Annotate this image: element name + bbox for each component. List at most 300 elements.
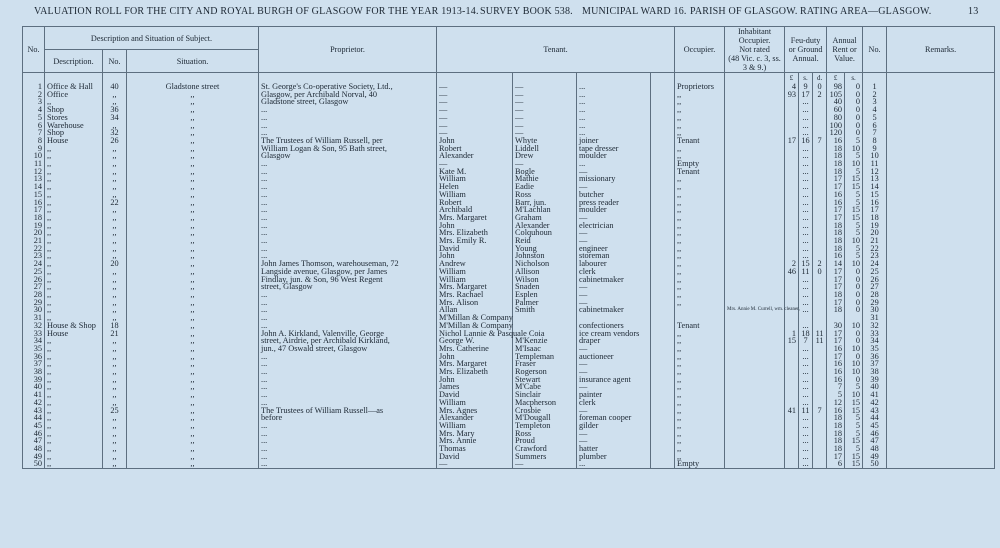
row-number-right: 36 xyxy=(863,353,887,361)
occupier-cell: Tenant xyxy=(675,137,725,145)
tenant-leader xyxy=(651,460,675,468)
situation-cell: ,, xyxy=(127,383,259,391)
tenant-first-name: Nichol Lannie & Pasquale Coia xyxy=(437,330,513,338)
occupier-cell: ,, xyxy=(675,445,725,453)
table-row xyxy=(23,191,995,199)
description-cell: ,, xyxy=(45,345,103,353)
tenant-occupation: cabinetmaker xyxy=(577,276,651,284)
table-row xyxy=(23,199,995,207)
tenant-surname: Palmer xyxy=(513,299,577,307)
tenant-surname: Whyte xyxy=(513,137,577,145)
house-number-cell: ,, xyxy=(103,145,127,153)
tenant-first-name: William xyxy=(437,399,513,407)
tenant-first-name: Mrs. Mary xyxy=(437,430,513,438)
tenant-occupation: — xyxy=(577,299,651,307)
row-number: 22 xyxy=(23,245,45,253)
tenant-first-name: John xyxy=(437,376,513,384)
tenant-first-name: David xyxy=(437,453,513,461)
feu-pounds xyxy=(785,383,799,391)
tenant-leader xyxy=(651,399,675,407)
remarks-cell xyxy=(887,152,995,160)
situation-cell: ,, xyxy=(127,276,259,284)
occupier-cell: ,, xyxy=(675,391,725,399)
occupier-cell: ,, xyxy=(675,276,725,284)
tenant-occupation: — xyxy=(577,229,651,237)
tenant-surname: M'Kenzie xyxy=(513,337,577,345)
situation-cell: ,, xyxy=(127,199,259,207)
description-cell: ,, xyxy=(45,391,103,399)
feu-shillings: ... xyxy=(799,199,813,207)
rent-pounds: 40 xyxy=(827,98,845,106)
tenant-first-name: John xyxy=(437,222,513,230)
tenant-occupation: ... xyxy=(577,91,651,99)
feu-pounds xyxy=(785,191,799,199)
rent-shillings: 10 xyxy=(845,160,863,168)
feu-pence xyxy=(813,445,827,453)
tenant-first-name: — xyxy=(437,129,513,137)
rent-pounds: 18 xyxy=(827,245,845,253)
tenant-leader xyxy=(651,437,675,445)
row-number-right: 18 xyxy=(863,214,887,222)
proprietor-cell: Findlay, jun. & Son, 96 West Regent xyxy=(259,276,437,284)
house-number-cell: ,, xyxy=(103,353,127,361)
proprietor-cell: street, Airdrie, per Archibald Kirkland, xyxy=(259,337,437,345)
rent-pounds: 18 xyxy=(827,145,845,153)
proprietor-cell: ... xyxy=(259,237,437,245)
row-number: 48 xyxy=(23,445,45,453)
tenant-occupation: — xyxy=(577,291,651,299)
description-cell: ,, xyxy=(45,460,103,468)
table-row xyxy=(23,453,995,461)
feu-pounds: 46 xyxy=(785,268,799,276)
description-cell: Office & Hall xyxy=(45,83,103,91)
rent-shillings: 10 xyxy=(845,260,863,268)
row-number-right: 25 xyxy=(863,268,887,276)
rent-shillings: 10 xyxy=(845,391,863,399)
row-number: 25 xyxy=(23,268,45,276)
rent-pounds: 17 xyxy=(827,183,845,191)
rent-shillings: 0 xyxy=(845,268,863,276)
tenant-occupation: ... xyxy=(577,106,651,114)
occupier-cell: ,, xyxy=(675,353,725,361)
situation-cell: ,, xyxy=(127,152,259,160)
feu-pounds xyxy=(785,345,799,353)
row-number-right: 1 xyxy=(863,83,887,91)
row-number-right: 3 xyxy=(863,98,887,106)
tenant-leader xyxy=(651,445,675,453)
rent-shillings: 0 xyxy=(845,376,863,384)
tenant-leader xyxy=(651,283,675,291)
proprietor-cell: ... xyxy=(259,245,437,253)
table-row xyxy=(23,152,995,160)
feu-shillings: ... xyxy=(799,345,813,353)
feu-pence: 2 xyxy=(813,91,827,99)
situation-cell: ,, xyxy=(127,291,259,299)
tenant-first-name: — xyxy=(437,160,513,168)
tenant-leader xyxy=(651,383,675,391)
tenant-first-name: James xyxy=(437,383,513,391)
row-number: 42 xyxy=(23,399,45,407)
proprietor-cell: ... xyxy=(259,376,437,384)
inhabitant-occupier-cell xyxy=(725,91,785,99)
proprietor-cell: Glasgow xyxy=(259,152,437,160)
row-number: 8 xyxy=(23,137,45,145)
feu-shillings: ... xyxy=(799,122,813,130)
row-number: 43 xyxy=(23,407,45,415)
rent-shillings: 5 xyxy=(845,229,863,237)
description-cell: ,, xyxy=(45,306,103,314)
rent-shillings: 0 xyxy=(845,129,863,137)
house-number-cell: ,, xyxy=(103,283,127,291)
tenant-leader xyxy=(651,145,675,153)
remarks-cell xyxy=(887,353,995,361)
tenant-first-name: Mrs. Agnes xyxy=(437,407,513,415)
col-no-right: No. xyxy=(863,27,887,73)
description-cell: ,, xyxy=(45,445,103,453)
remarks-cell xyxy=(887,98,995,106)
rent-pounds: 18 xyxy=(827,422,845,430)
unit-rent-pounds: £ xyxy=(827,73,845,84)
tenant-surname: Eadie xyxy=(513,183,577,191)
house-number-cell: 20 xyxy=(103,260,127,268)
feu-pence xyxy=(813,422,827,430)
situation-cell: ,, xyxy=(127,137,259,145)
feu-shillings: ... xyxy=(799,229,813,237)
table-row xyxy=(23,399,995,407)
rent-shillings: 15 xyxy=(845,183,863,191)
feu-pence xyxy=(813,122,827,130)
feu-shillings: 17 xyxy=(799,91,813,99)
feu-pounds xyxy=(785,353,799,361)
rent-pounds: 16 xyxy=(827,191,845,199)
table-row xyxy=(23,260,995,268)
inhabitant-occupier-cell xyxy=(725,214,785,222)
tenant-surname: Templeton xyxy=(513,422,577,430)
tenant-occupation: — xyxy=(577,368,651,376)
rent-shillings: 5 xyxy=(845,430,863,438)
tenant-surname: Alexander xyxy=(513,222,577,230)
remarks-cell xyxy=(887,137,995,145)
inhabitant-occupier-cell xyxy=(725,283,785,291)
feu-pounds xyxy=(785,445,799,453)
row-number: 26 xyxy=(23,276,45,284)
house-number-cell: ,, xyxy=(103,337,127,345)
description-cell: ,, xyxy=(45,175,103,183)
tenant-occupation: — xyxy=(577,345,651,353)
house-number-cell: 40 xyxy=(103,83,127,91)
inhabitant-occupier-cell xyxy=(725,337,785,345)
rent-shillings: 0 xyxy=(845,83,863,91)
rent-pounds: 17 xyxy=(827,330,845,338)
house-number-cell: ,, xyxy=(103,237,127,245)
feu-pounds: 17 xyxy=(785,137,799,145)
remarks-cell xyxy=(887,437,995,445)
situation-cell: ,, xyxy=(127,175,259,183)
rent-pounds: 17 xyxy=(827,214,845,222)
proprietor-cell: John A. Kirkland, Valenville, George xyxy=(259,330,437,338)
tenant-leader xyxy=(651,168,675,176)
occupier-cell: ,, xyxy=(675,129,725,137)
feu-shillings: ... xyxy=(799,368,813,376)
rent-shillings: 5 xyxy=(845,191,863,199)
inhabitant-occupier-cell xyxy=(725,160,785,168)
proprietor-cell: ... xyxy=(259,399,437,407)
feu-pence xyxy=(813,222,827,230)
feu-pence xyxy=(813,106,827,114)
inhabitant-occupier-cell xyxy=(725,98,785,106)
rent-shillings: 15 xyxy=(845,175,863,183)
feu-pence xyxy=(813,306,827,314)
row-number-right: 30 xyxy=(863,306,887,314)
feu-shillings: ... xyxy=(799,322,813,330)
description-cell: ,, xyxy=(45,168,103,176)
proprietor-cell: ... xyxy=(259,291,437,299)
rent-pounds: 17 xyxy=(827,276,845,284)
house-number-cell: ,, xyxy=(103,345,127,353)
tenant-first-name: Mrs. Emily R. xyxy=(437,237,513,245)
rent-shillings: 5 xyxy=(845,245,863,253)
feu-pounds xyxy=(785,145,799,153)
proprietor-cell: ... xyxy=(259,191,437,199)
tenant-first-name: John xyxy=(437,137,513,145)
row-number-right: 8 xyxy=(863,137,887,145)
house-number-cell: 32 xyxy=(103,129,127,137)
proprietor-cell: Gladstone street, Glasgow xyxy=(259,98,437,106)
row-number: 4 xyxy=(23,106,45,114)
proprietor-cell: ... xyxy=(259,160,437,168)
tenant-occupation: — xyxy=(577,168,651,176)
situation-cell: ,, xyxy=(127,330,259,338)
description-cell: ,, xyxy=(45,453,103,461)
rent-pounds: 18 xyxy=(827,160,845,168)
feu-pounds: 41 xyxy=(785,407,799,415)
tenant-leader xyxy=(651,106,675,114)
unit-pence: d. xyxy=(813,73,827,84)
table-row xyxy=(23,445,995,453)
situation-cell: ,, xyxy=(127,114,259,122)
remarks-cell xyxy=(887,407,995,415)
feu-pounds xyxy=(785,368,799,376)
row-number-right: 5 xyxy=(863,114,887,122)
description-cell: Shop xyxy=(45,106,103,114)
feu-pounds xyxy=(785,276,799,284)
rent-pounds: 18 xyxy=(827,291,845,299)
feu-pounds xyxy=(785,114,799,122)
row-number-right: 33 xyxy=(863,330,887,338)
proprietor-cell: ... xyxy=(259,322,437,330)
feu-shillings: ... xyxy=(799,191,813,199)
tenant-surname: Esplen xyxy=(513,291,577,299)
rent-pounds: 17 xyxy=(827,353,845,361)
house-number-cell: ,, xyxy=(103,422,127,430)
tenant-leader xyxy=(651,83,675,91)
remarks-cell xyxy=(887,299,995,307)
table-row xyxy=(23,160,995,168)
inhabitant-occupier-cell xyxy=(725,299,785,307)
row-number: 49 xyxy=(23,453,45,461)
rent-pounds: 12 xyxy=(827,399,845,407)
tenant-surname: Templeman xyxy=(513,353,577,361)
row-number: 20 xyxy=(23,229,45,237)
situation-cell: ,, xyxy=(127,222,259,230)
rent-shillings: 0 xyxy=(845,337,863,345)
tenant-surname: Fraser xyxy=(513,360,577,368)
table-row xyxy=(23,268,995,276)
rent-shillings: 5 xyxy=(845,422,863,430)
row-number-right: 35 xyxy=(863,345,887,353)
feu-pence: 7 xyxy=(813,137,827,145)
tenant-occupation: — xyxy=(577,283,651,291)
description-cell: ,, xyxy=(45,145,103,153)
description-cell: ,, xyxy=(45,314,103,322)
tenant-first-name: Mrs. Rachael xyxy=(437,291,513,299)
tenant-first-name: — xyxy=(437,83,513,91)
occupier-cell: ,, xyxy=(675,430,725,438)
tenant-leader xyxy=(651,245,675,253)
col-no: No. xyxy=(23,27,45,73)
feu-pounds xyxy=(785,460,799,468)
tenant-leader xyxy=(651,98,675,106)
feu-pence xyxy=(813,199,827,207)
situation-cell: ,, xyxy=(127,437,259,445)
row-number: 9 xyxy=(23,145,45,153)
situation-cell: ,, xyxy=(127,129,259,137)
tenant-surname: Wilson xyxy=(513,276,577,284)
tenant-first-name: Helen xyxy=(437,183,513,191)
row-number: 21 xyxy=(23,237,45,245)
occupier-cell: ,, xyxy=(675,191,725,199)
tenant-surname: Colquhoun xyxy=(513,229,577,237)
remarks-cell xyxy=(887,160,995,168)
tenant-surname: — xyxy=(513,98,577,106)
situation-cell: ,, xyxy=(127,414,259,422)
row-number: 15 xyxy=(23,191,45,199)
proprietor-cell: ... xyxy=(259,391,437,399)
proprietor-cell: St. George's Co-operative Society, Ltd., xyxy=(259,83,437,91)
house-number-cell: ,, xyxy=(103,453,127,461)
row-number-right: 7 xyxy=(863,129,887,137)
table-row xyxy=(23,337,995,345)
rent-shillings: 10 xyxy=(845,368,863,376)
tenant-first-name: William xyxy=(437,422,513,430)
table-row xyxy=(23,83,995,91)
tenant-first-name: Thomas xyxy=(437,445,513,453)
row-number-right: 19 xyxy=(863,222,887,230)
feu-shillings: 7 xyxy=(799,337,813,345)
tenant-leader xyxy=(651,114,675,122)
situation-cell: ,, xyxy=(127,283,259,291)
house-number-cell: ,, xyxy=(103,168,127,176)
rent-pounds: 17 xyxy=(827,299,845,307)
house-number-cell: 25 xyxy=(103,407,127,415)
rent-pounds: 120 xyxy=(827,129,845,137)
tenant-occupation: insurance agent xyxy=(577,376,651,384)
house-number-cell: ,, xyxy=(103,368,127,376)
col-annual-rent: Annual Rent or Value. xyxy=(827,27,863,73)
house-number-cell: ,, xyxy=(103,183,127,191)
table-row xyxy=(23,114,995,122)
tenant-occupation: ... xyxy=(577,129,651,137)
tenant-surname: M'Isaac xyxy=(513,345,577,353)
feu-pence xyxy=(813,437,827,445)
row-number: 27 xyxy=(23,283,45,291)
tenant-leader xyxy=(651,237,675,245)
proprietor-cell: ... xyxy=(259,199,437,207)
tenant-first-name: John xyxy=(437,252,513,260)
feu-pounds xyxy=(785,245,799,253)
feu-shillings: ... xyxy=(799,360,813,368)
feu-pounds xyxy=(785,98,799,106)
tenant-leader xyxy=(651,175,675,183)
row-number-right: 15 xyxy=(863,191,887,199)
feu-pounds xyxy=(785,160,799,168)
rent-shillings: 5 xyxy=(845,252,863,260)
house-number-cell: ,, xyxy=(103,414,127,422)
situation-cell: ,, xyxy=(127,122,259,130)
house-number-cell: ,, xyxy=(103,376,127,384)
description-cell: ,, xyxy=(45,399,103,407)
feu-shillings: 11 xyxy=(799,268,813,276)
situation-cell: ,, xyxy=(127,399,259,407)
tenant-leader xyxy=(651,222,675,230)
feu-shillings: ... xyxy=(799,129,813,137)
rent-shillings: 0 xyxy=(845,299,863,307)
feu-shillings: ... xyxy=(799,206,813,214)
remarks-cell xyxy=(887,453,995,461)
situation-cell: ,, xyxy=(127,460,259,468)
proprietor-cell: ... xyxy=(259,353,437,361)
tenant-surname: Graham xyxy=(513,214,577,222)
feu-shillings: ... xyxy=(799,214,813,222)
rent-pounds: 17 xyxy=(827,453,845,461)
proprietor-cell: ... xyxy=(259,252,437,260)
proprietor-cell: ... xyxy=(259,214,437,222)
proprietor-cell: ... xyxy=(259,314,437,322)
remarks-cell xyxy=(887,83,995,91)
situation-cell: ,, xyxy=(127,445,259,453)
situation-cell: ,, xyxy=(127,407,259,415)
house-number-cell: ,, xyxy=(103,268,127,276)
row-number-right: 37 xyxy=(863,360,887,368)
tenant-occupation: storeman xyxy=(577,252,651,260)
house-number-cell: ,, xyxy=(103,222,127,230)
inhabitant-occupier-cell xyxy=(725,314,785,322)
row-number: 41 xyxy=(23,391,45,399)
tenant-occupation: ... xyxy=(577,122,651,130)
rent-pounds: 17 xyxy=(827,268,845,276)
tenant-surname: Macpherson xyxy=(513,399,577,407)
house-number-cell: ,, xyxy=(103,360,127,368)
row-number-right: 29 xyxy=(863,299,887,307)
inhabitant-occupier-cell xyxy=(725,199,785,207)
situation-cell: ,, xyxy=(127,453,259,461)
inhabitant-occupier-cell xyxy=(725,206,785,214)
proprietor-cell: ... xyxy=(259,229,437,237)
tenant-leader xyxy=(651,453,675,461)
inhabitant-occupier-cell: Mrs. Annie M. Currell, wm. cleaner, xyxy=(725,306,785,314)
tenant-occupation: butcher xyxy=(577,191,651,199)
rent-pounds: 16 xyxy=(827,407,845,415)
row-number-right: 9 xyxy=(863,145,887,153)
feu-pence xyxy=(813,168,827,176)
rent-shillings: 5 xyxy=(845,414,863,422)
tenant-surname: Nicholson xyxy=(513,260,577,268)
situation-cell: ,, xyxy=(127,214,259,222)
house-number-cell: ,, xyxy=(103,152,127,160)
house-number-cell: ,, xyxy=(103,206,127,214)
house-number-cell: ,, xyxy=(103,191,127,199)
description-cell: Office xyxy=(45,91,103,99)
